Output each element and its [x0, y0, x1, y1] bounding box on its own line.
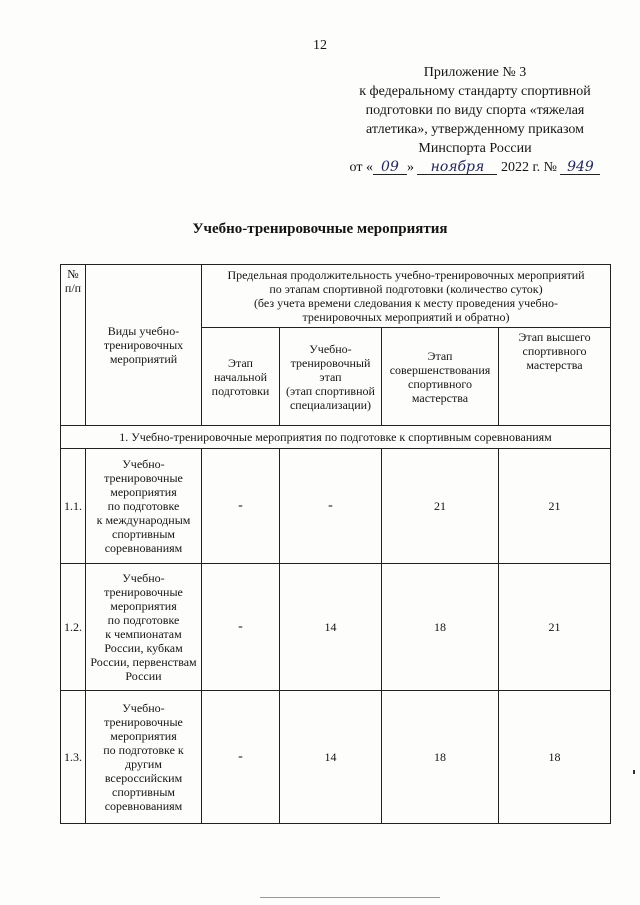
header-duration: Предельная продолжительность учебно-тренировочных мероприятий по этапам спортивной подготовки (количество суток) (без учета времени следования к месту проведения учебно- тренировочных мероприятий и обратно): [202, 265, 611, 328]
header-num: № п/п: [61, 265, 86, 426]
row-value-highest: 21: [499, 449, 611, 564]
appendix-line: атлетика», утвержденному приказом: [365, 122, 584, 137]
row-num: 1.2.: [61, 564, 86, 691]
table-row: [61, 449, 611, 564]
row-value-initial: -: [202, 449, 280, 564]
handwritten-month: ноября: [417, 160, 497, 175]
appendix-title: Приложение № 3: [423, 65, 527, 80]
table-header-row: [61, 265, 611, 328]
scan-mark: [633, 770, 635, 774]
header-stage-improvement: Этап совершенствования спортивного мастерства: [382, 328, 499, 426]
date-mid: »: [406, 160, 414, 175]
appendix-line: к федеральному стандарту спортивной: [359, 84, 591, 99]
row-value-training: -: [280, 449, 382, 564]
document-title: Учебно-тренировочные мероприятия: [192, 221, 448, 237]
row-value-improvement: 18: [382, 691, 499, 824]
training-events-table: [60, 264, 611, 824]
row-value-highest: 21: [499, 564, 611, 691]
date-year: 2022 г. №: [500, 160, 557, 175]
row-value-initial: -: [202, 691, 280, 824]
header-kind: Виды учебно- тренировочных мероприятий: [86, 265, 202, 426]
appendix-line: подготовки по виду спорта «тяжелая: [365, 103, 585, 118]
row-num: 1.3.: [61, 691, 86, 824]
page-number: 12: [313, 38, 327, 53]
row-kind: Учебно- тренировочные мероприятия по подготовке к международным спортивным соревнованиям: [86, 449, 202, 564]
handwritten-day: 09: [373, 160, 407, 175]
date-prefix: от «: [349, 160, 373, 175]
header-stage-training: Учебно- тренировочный этап (этап спортивной специализации): [280, 328, 382, 426]
row-value-improvement: 21: [382, 449, 499, 564]
table-row: [61, 691, 611, 824]
appendix-line: Минспорта России: [418, 141, 532, 156]
order-date-line: [330, 158, 620, 177]
row-kind: Учебно- тренировочные мероприятия по подготовке к чемпионатам России, кубкам России, первенствам России: [86, 564, 202, 691]
row-value-training: 14: [280, 691, 382, 824]
header-stage-highest: Этап высшего спортивного мастерства: [499, 328, 611, 426]
section-row: [61, 426, 611, 449]
row-num: 1.1.: [61, 449, 86, 564]
row-value-initial: -: [202, 564, 280, 691]
row-value-improvement: 18: [382, 564, 499, 691]
row-value-highest: 18: [499, 691, 611, 824]
handwritten-order-number: 949: [560, 160, 600, 175]
row-value-training: 14: [280, 564, 382, 691]
table-row: [61, 564, 611, 691]
row-kind: Учебно- тренировочные мероприятия по подготовке к другим всероссийским спортивным соревнованиям: [86, 691, 202, 824]
appendix-header: [330, 63, 620, 177]
scan-edge-line: [260, 897, 440, 898]
header-stage-initial: Этап начальной подготовки: [202, 328, 280, 426]
section-title: 1. Учебно-тренировочные мероприятия по подготовке к спортивным соревнованиям: [61, 426, 611, 449]
